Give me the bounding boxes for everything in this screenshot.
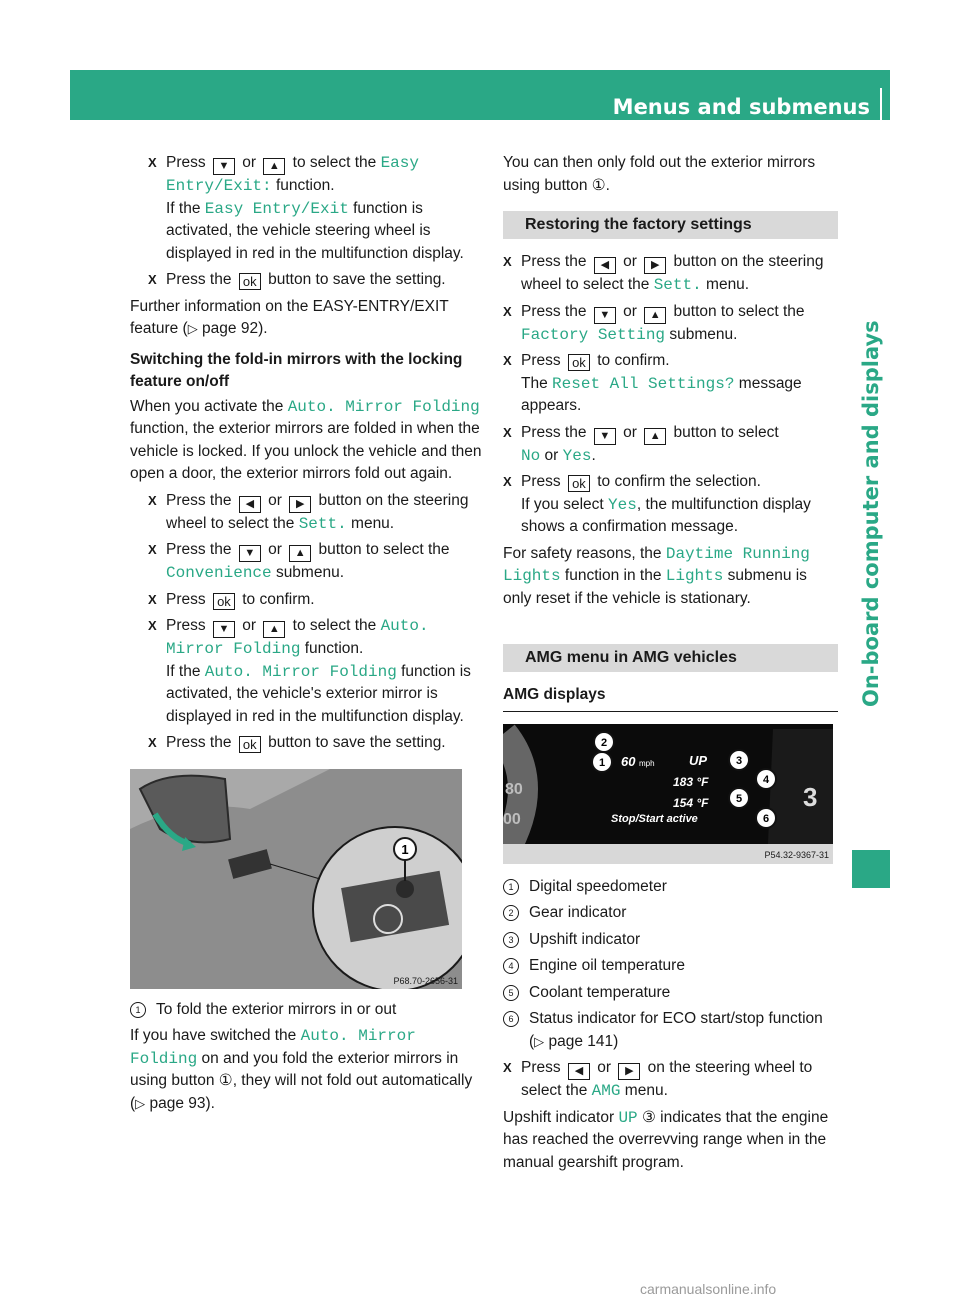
- paragraph: When you activate the Auto. Mirror Folding function, the exterior mirrors are folded in when the vehicle is locked. If you unlock the vehicle and then open a door, the exterior mirrors fold out again.: [130, 397, 482, 482]
- section-title: AMG displays: [503, 684, 838, 712]
- ok-key-icon: ok: [568, 475, 590, 492]
- svg-text:6: 6: [762, 812, 770, 825]
- down-arrow-key-icon: ▼: [594, 428, 616, 445]
- legend-item: 6 Status indicator for ECO start/stop function (▷ page 141): [503, 1008, 838, 1053]
- step: X Press the ▼ or ▲ button to select the Factory Setting submenu.: [503, 301, 838, 347]
- header: [590, 88, 890, 150]
- step: X Press the ▼ or ▲ button to select the Convenience submenu.: [148, 539, 483, 585]
- side-tab-label: On-board computer and displays: [859, 320, 883, 707]
- svg-text:5: 5: [735, 792, 743, 805]
- step: X Press ok to confirm. The Reset All Settings? message appears.: [503, 350, 838, 418]
- footer-site-link[interactable]: carmanualsonline.info: [640, 1281, 777, 1297]
- legend-item: 5 Coolant temperature: [503, 982, 838, 1005]
- step: X Press the ok button to save the setting.: [148, 732, 483, 755]
- up-arrow-key-icon: ▲: [263, 158, 285, 175]
- left-arrow-key-icon: ◀: [239, 496, 261, 513]
- paragraph: For safety reasons, the Daytime Running Lights function in the Lights submenu is only reset if the vehicle is stationary.: [503, 544, 810, 607]
- down-arrow-key-icon: ▼: [213, 158, 235, 175]
- step: X Press ▼ or ▲ to select the Auto. Mirror Folding function. If the Auto. Mirror Folding function is activated, the vehicle's exterior mirror is displayed in red in the multifunction display.: [148, 615, 483, 728]
- step: X Press ▼ or ▲ to select the Easy Entry/Exit: function. If the Easy Entry/Exit function is activated, the vehicle steering wheel is displayed in red in the multifunction display.: [148, 152, 483, 265]
- mirror-switch-photo: [130, 769, 462, 989]
- svg-text:3: 3: [735, 754, 743, 767]
- side-marker: [852, 850, 890, 888]
- svg-text:4: 4: [762, 773, 770, 786]
- caption: 1 To fold the exterior mirrors in or out: [130, 999, 483, 1022]
- status-readout: Stop/Start active: [611, 812, 698, 825]
- step: X Press ◀ or ▶ on the steering wheel to select the AMG menu.: [503, 1057, 838, 1103]
- section-header: AMG menu in AMG vehicles: [503, 644, 838, 672]
- page-number: 217: [846, 124, 890, 148]
- ok-key-icon: ok: [239, 736, 261, 753]
- up-arrow-key-icon: ▲: [644, 428, 666, 445]
- svg-text:80: 80: [505, 780, 523, 798]
- right-arrow-key-icon: ▶: [618, 1063, 640, 1080]
- paragraph: Further information on the EASY-ENTRY/EXIT feature (▷ page 92).: [130, 297, 449, 337]
- callout-1-icon: 1: [130, 1002, 146, 1018]
- coolant-temp-readout: 154 °F: [673, 795, 709, 810]
- down-arrow-key-icon: ▼: [594, 307, 616, 324]
- svg-text:1: 1: [598, 756, 606, 769]
- step: X Press the ▼ or ▲ button to select No or Yes.: [503, 422, 838, 468]
- step: X Press ok to confirm.: [148, 589, 483, 612]
- step: X Press the ◀ or ▶ button on the steering wheel to select the Sett. menu.: [503, 251, 838, 297]
- mirror-illustration: [130, 769, 462, 989]
- oil-temp-readout: 183 °F: [673, 774, 709, 789]
- left-arrow-key-icon: ◀: [594, 257, 616, 274]
- subheading: Switching the fold-in mirrors with the locking feature on/off: [130, 350, 463, 390]
- down-arrow-key-icon: ▼: [239, 545, 261, 562]
- paragraph: Upshift indicator UP ③ indicates that the engine has reached the overrevving range when in the manual gearshift program.: [503, 1108, 829, 1171]
- right-column: [503, 152, 838, 1178]
- svg-text:2: 2: [600, 736, 608, 749]
- ok-key-icon: ok: [239, 273, 261, 290]
- step: X Press the ◀ or ▶ button on the steering wheel to select the Sett. menu.: [148, 490, 483, 536]
- header-title: Menus and submenus: [612, 95, 870, 119]
- down-arrow-key-icon: ▼: [213, 621, 235, 638]
- amg-display-photo: [503, 724, 833, 864]
- paragraph: If you have switched the Auto. Mirror Folding on and you fold the exterior mirrors in using button ①, they will not fold out automatically (▷ page 93).: [130, 1027, 473, 1112]
- svg-text:00: 00: [503, 810, 521, 828]
- right-arrow-key-icon: ▶: [289, 496, 311, 513]
- right-arrow-key-icon: ▶: [644, 257, 666, 274]
- side-tab: [852, 150, 890, 715]
- paragraph: You can then only fold out the exterior mirrors using button ①.: [503, 154, 816, 194]
- legend-item: 3 Upshift indicator: [503, 929, 838, 952]
- up-arrow-key-icon: ▲: [263, 621, 285, 638]
- photo-code: P54.32-9367-31: [764, 849, 829, 860]
- photo-code: P68.70-2656-31: [393, 975, 458, 986]
- ok-key-icon: ok: [213, 593, 235, 610]
- left-column: [130, 152, 483, 1119]
- up-arrow-key-icon: ▲: [644, 307, 666, 324]
- section-header: Restoring the factory settings: [503, 211, 838, 239]
- upshift-readout: UP: [689, 752, 708, 768]
- up-arrow-key-icon: ▲: [289, 545, 311, 562]
- amg-dashboard-illustration: [503, 724, 833, 864]
- legend-item: 2 Gear indicator: [503, 902, 838, 925]
- speed-readout: 60: [621, 753, 636, 769]
- legend-item: 1 Digital speedometer: [503, 876, 838, 899]
- step: X Press ok to confirm the selection. If you select Yes, the multifunction display shows a confirmation message.: [503, 471, 838, 539]
- step: X Press the ok button to save the setting.: [148, 269, 483, 292]
- legend-list: [503, 876, 838, 1054]
- ok-key-icon: ok: [568, 354, 590, 371]
- svg-text:3: 3: [803, 781, 818, 812]
- left-arrow-key-icon: ◀: [568, 1063, 590, 1080]
- svg-text:mph: mph: [639, 758, 655, 768]
- legend-item: 4 Engine oil temperature: [503, 955, 838, 978]
- svg-text:1: 1: [401, 841, 409, 857]
